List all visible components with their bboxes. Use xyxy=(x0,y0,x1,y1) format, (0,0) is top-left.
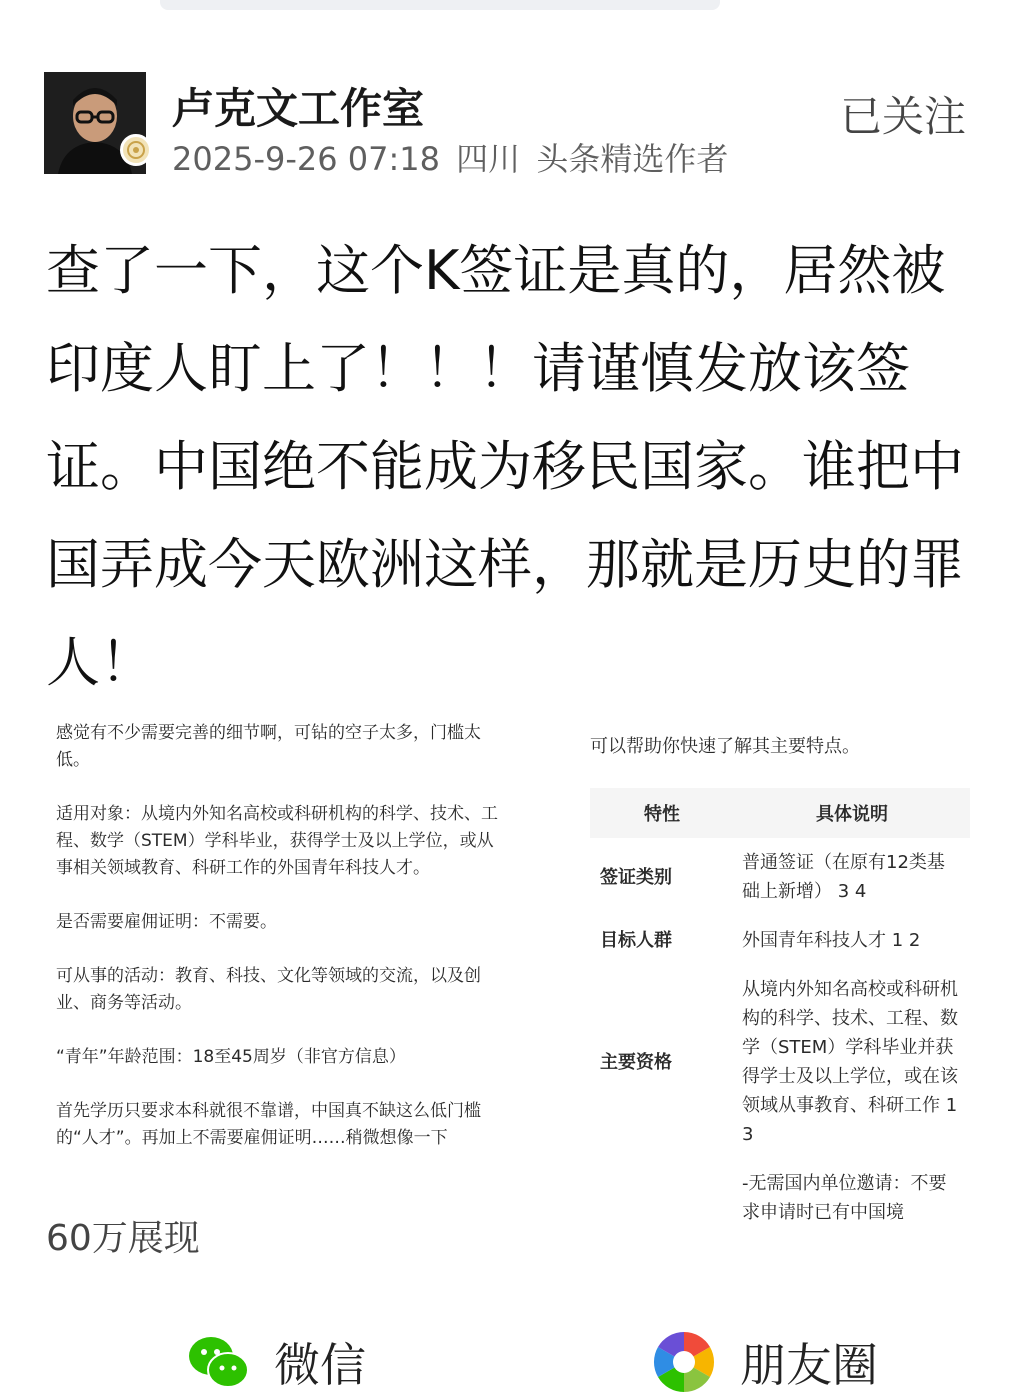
wechat-icon xyxy=(184,1328,252,1396)
author-header xyxy=(44,70,980,180)
table-value-cell: 普通签证（在原有12类基础上新增） 3 4 xyxy=(742,852,945,902)
table-value-cell: -无需国内单位邀请：不要求申请时已有中国境 xyxy=(742,1173,947,1223)
post-body: 查了一下，这个K签证是真的，居然被印度人盯上了！！！请谨慎发放该签证。中国绝不能成为移民国家。谁把中国弄成今天欧洲这样，那就是历史的罪人！ xyxy=(46,239,964,694)
author-name[interactable]: 卢克文工作室 xyxy=(172,84,425,133)
view-count: 60万展现 xyxy=(46,1218,200,1259)
table-header-cell: 特性 xyxy=(590,788,734,838)
table-key-cell xyxy=(590,1159,734,1237)
share-bar xyxy=(0,1320,1024,1392)
screenshot-paragraph: 首先学历只要求本科就很不靠谱，中国真不缺这么低门槛的“人才”。再加上不需要雇佣证明……稍微想像一下 xyxy=(56,1101,481,1148)
screenshot-paragraph: 感觉有不少需要完善的细节啊，可钻的空子太多，门槛太低。 xyxy=(56,723,481,770)
table-value-cell: 外国青年科技人才 1 2 xyxy=(742,930,921,951)
follow-button[interactable]: 已关注 xyxy=(840,84,966,144)
post-date: 2025-9-26 07:18 xyxy=(172,140,440,178)
table-row xyxy=(590,965,970,1159)
screenshot-paragraph: 是否需要雇佣证明：不需要。 xyxy=(56,912,277,932)
screenshot-left-column xyxy=(56,720,498,1179)
table-header-cell: 具体说明 xyxy=(734,788,970,838)
table-key-cell: 签证类别 xyxy=(600,866,672,888)
screenshot-paragraph: 可从事的活动：教育、科技、文化等领域的交流，以及创业、商务等活动。 xyxy=(56,966,481,1013)
author-tag: 头条精选作者 xyxy=(536,140,729,178)
screenshot-right-column xyxy=(590,732,990,1237)
share-moments-label: 朋友圈 xyxy=(740,1338,878,1392)
table-key-cell: 主要资格 xyxy=(600,1051,672,1073)
visa-info-table xyxy=(590,788,970,1237)
table-value-cell: 从境内外知名高校或科研机构的科学、技术、工程、数学（STEM）学科毕业并获得学士及以上学位，或在该领域从事教育、科研工作 1 3 xyxy=(742,979,958,1145)
screenshot-paragraph: “青年”年龄范围：18至45周岁（非官方信息） xyxy=(56,1047,406,1067)
post-location: 四川 xyxy=(456,140,521,178)
table-header-row xyxy=(590,788,970,838)
verified-badge-icon xyxy=(120,134,152,166)
table-row xyxy=(590,1159,970,1237)
post-meta xyxy=(172,134,734,180)
table-intro: 可以帮助你快速了解其主要特点。 xyxy=(590,736,860,757)
table-key-cell: 目标人群 xyxy=(600,930,672,951)
table-row xyxy=(590,838,970,916)
share-wechat-label: 微信 xyxy=(274,1338,366,1392)
moments-icon xyxy=(650,1328,718,1396)
share-wechat-button[interactable] xyxy=(184,1328,366,1396)
screenshot-paragraph: 适用对象：从境内外知名高校或科研机构的科学、技术、工程、数学（STEM）学科毕业，获得学士及以上学位，或从事相关领域教育、科研工作的外国青年科技人才。 xyxy=(56,804,498,878)
table-row xyxy=(590,916,970,965)
share-moments-button[interactable] xyxy=(650,1328,878,1396)
top-edge xyxy=(160,0,720,10)
embedded-screenshot xyxy=(40,712,990,1223)
